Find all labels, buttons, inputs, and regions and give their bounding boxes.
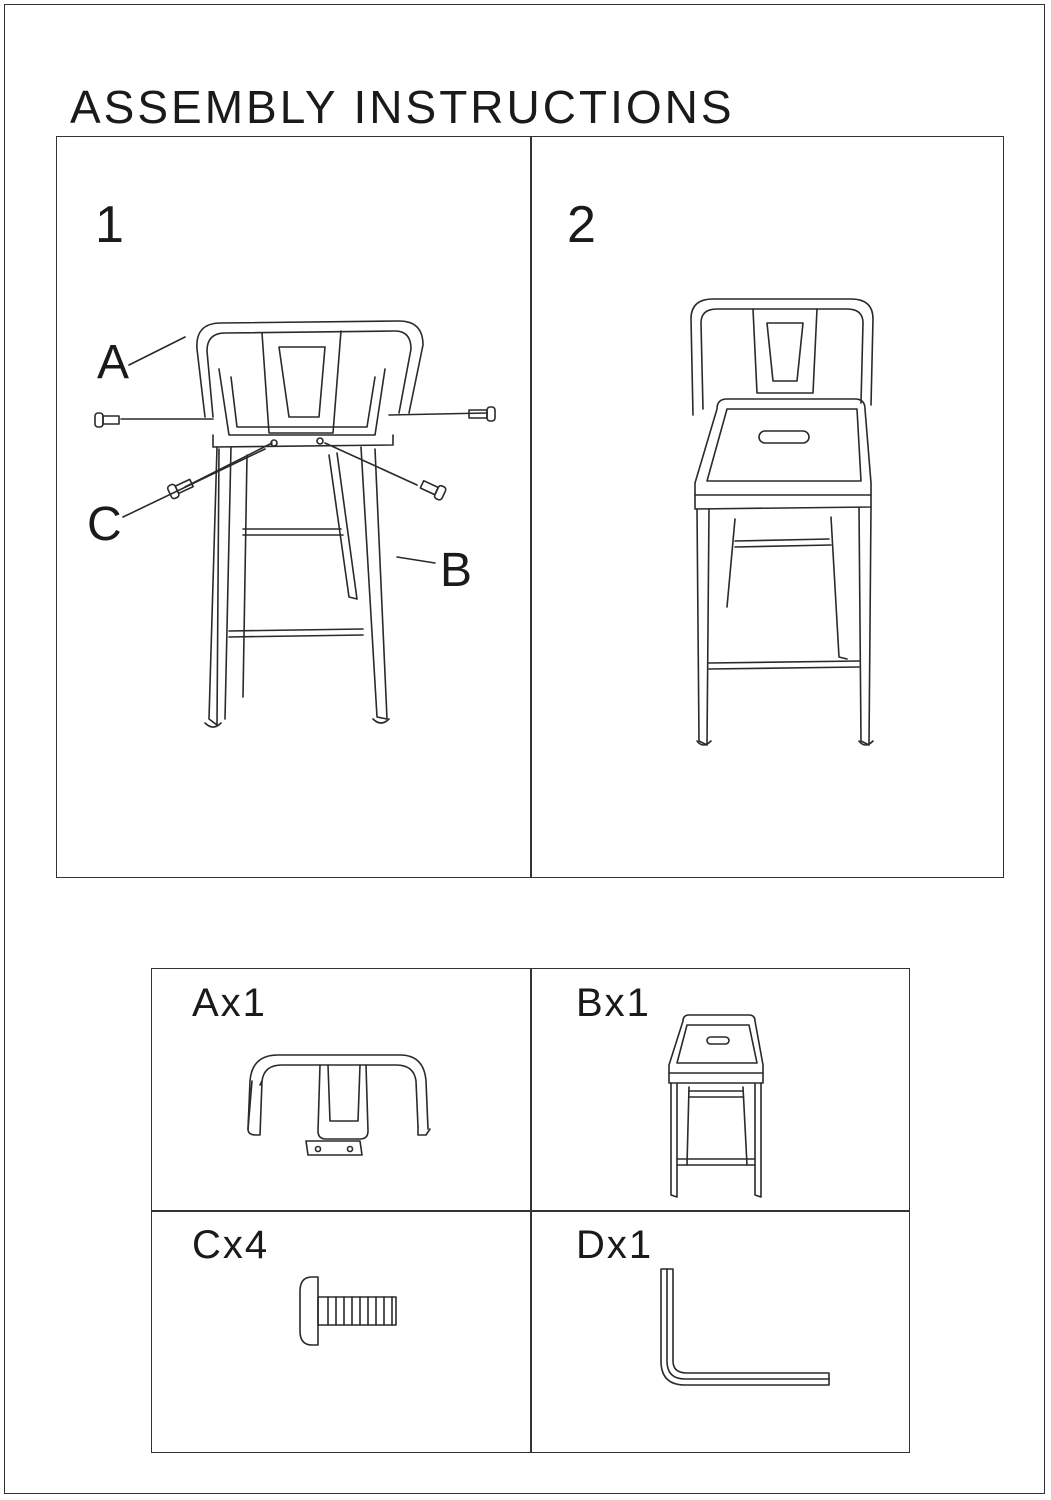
parts-list-panel (151, 968, 910, 1453)
callout-c: C (87, 498, 122, 551)
part-c-label: Cx4 (192, 1223, 270, 1267)
steps-panel (56, 136, 1004, 878)
step-2-number: 2 (567, 196, 596, 254)
backrest-icon (152, 969, 530, 1210)
part-d-label: Dx1 (576, 1223, 654, 1267)
step-2-illustration (531, 137, 1004, 879)
callout-a: A (97, 336, 130, 389)
allen-key-icon (531, 1211, 909, 1454)
step-1-number: 1 (95, 196, 124, 254)
page-title: ASSEMBLY INSTRUCTIONS (70, 81, 735, 133)
step-1-illustration (57, 137, 530, 879)
stool-frame-icon (531, 969, 909, 1210)
part-b-label: Bx1 (576, 981, 651, 1025)
screw-icon (152, 1211, 530, 1454)
callout-b: B (440, 544, 473, 597)
part-a-label: Ax1 (192, 981, 267, 1025)
